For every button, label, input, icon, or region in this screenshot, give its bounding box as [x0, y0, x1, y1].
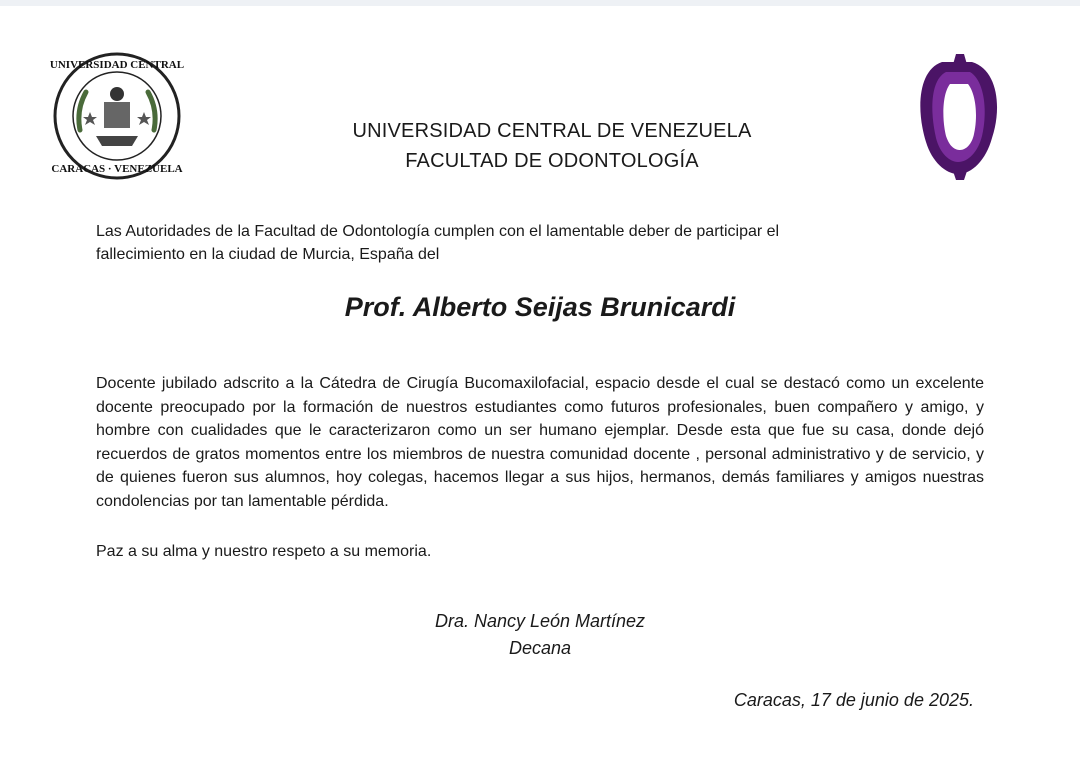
- signer-title: Decana: [508, 638, 572, 658]
- svg-text:UNIVERSIDAD CENTRAL: UNIVERSIDAD CENTRAL: [49, 59, 185, 71]
- svg-text:CARACAS · VENEZUELA: CARACAS · VENEZUELA: [51, 163, 183, 175]
- document-page: [0, 6, 1080, 782]
- ucv-seal-icon: [46, 50, 188, 182]
- faculty-name: FACULTAD DE ODONTOLOGÍA: [405, 150, 699, 172]
- closing-line: Paz a su alma y nuestro respeto a su memoria.: [96, 543, 432, 560]
- place-date: Caracas, 17 de junio de 2025.: [733, 690, 974, 710]
- letterhead: [290, 116, 814, 176]
- signature-block: [380, 608, 700, 662]
- faculty-logo-icon: [912, 50, 1004, 182]
- deceased-name: Prof. Alberto Seijas Brunicardi: [344, 292, 736, 322]
- signer-name: Dra. Nancy León Martínez: [434, 611, 646, 631]
- university-name: UNIVERSIDAD CENTRAL DE VENEZUELA: [352, 120, 752, 142]
- intro-paragraph: Las Autoridades de la Facultad de Odontología cumplen con el lamentable deber de participar el fallecimiento en la ciudad de Murcia, España del: [96, 223, 780, 263]
- body-paragraph: Docente jubilado adscrito a la Cátedra de Cirugía Bucomaxilofacial, espacio desde el cual se destacó como un excelente docente preocupado por la formación de nuestros estudiantes como futuros profesionales, buen compañero y amigo, y hombre con cualidades que le caracterizaron como un ser humano ejemplar. Desde esta que fue su casa, donde dejó recuerdos de gratos momentos entre los miembros de nuestra comunidad docente , personal administrativo y de servicio, y de quienes fueron sus alumnos, hoy colegas, hacemos llegar a sus hijos, hermanos, demás familiares y amigos nuestras condolencias por tan lamentable pérdida.: [96, 375, 984, 510]
